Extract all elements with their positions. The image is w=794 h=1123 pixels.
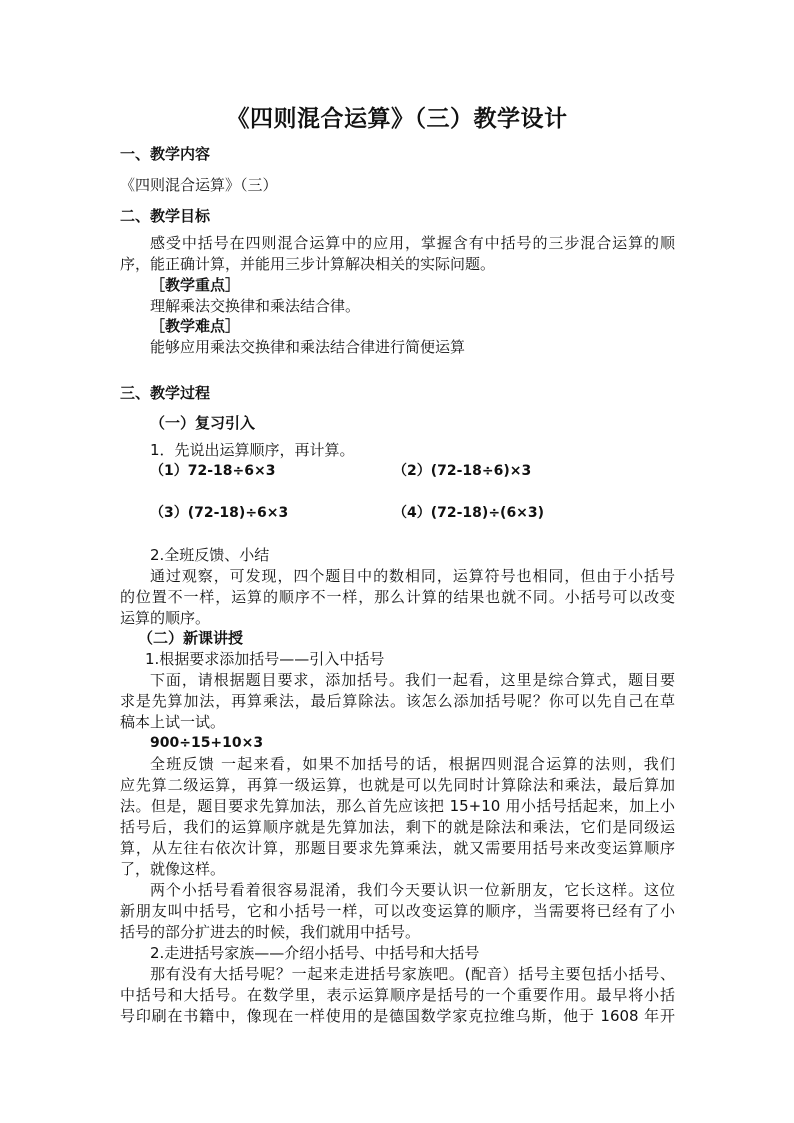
part-heading-review: （一）复习引入 — [150, 414, 256, 432]
paragraph-line: 算，从左往右依次计算，那题目要求先算乘法，就又需要用括号来改变运算顺序 — [120, 839, 675, 857]
exercise-4: （4）(72-18)÷(6×3) — [393, 505, 545, 521]
key-point-text: 理解乘法交换律和乘法结合律。 — [150, 297, 361, 315]
goal-line-2: 序，能正确计算，并能用三步计算解决相关的实际问题。 — [120, 255, 496, 273]
paragraph-line: 中括号和大括号。在数学里，表示运算顺序是括号的一个重要作用。最早将小括 — [120, 986, 675, 1004]
paragraph-line: 括号的部分扩进去的时候，我们就用中括号。 — [120, 923, 421, 941]
paragraph-line: 应先算二级运算，再算一级运算，也就是可以先同时计算除法和乘法，最后算加 — [120, 776, 675, 794]
exercise-2: （2）(72-18÷6)×3 — [393, 463, 532, 479]
review-item-1: 1．先说出运算顺序，再计算。 — [150, 441, 355, 459]
paragraph-line: 括号后，我们的运算顺序就是先算加法，剩下的就是除法和乘法，它们是同级运 — [120, 818, 675, 836]
goal-line-1: 感受中括号在四则混合运算中的应用，掌握含有中括号的三步混合运算的顺 — [150, 234, 675, 252]
exercise-1: （1）72-18÷6×3 — [150, 463, 276, 479]
subheading-2: 2.走进括号家族——介绍小括号、中括号和大括号 — [150, 944, 480, 962]
key-point-label: ［教学重点］ — [150, 276, 241, 294]
expression: 900÷15+10×3 — [150, 735, 264, 751]
section-heading-process: 三、教学过程 — [120, 384, 211, 402]
paragraph-line: 下面，请根据题目要求，添加括号。我们一起看，这里是综合算式，题目要 — [150, 671, 675, 689]
section-content-text: 《四则混合运算》（三） — [120, 176, 278, 194]
paragraph-line: 了，就像这样。 — [120, 860, 226, 878]
difficulty-text: 能够应用乘法交换律和乘法结合律进行简便运算 — [150, 338, 466, 356]
paragraph-line: 新朋友叫中括号，它和小括号一样，可以改变运算的顺序，当需要将已经有了小 — [120, 902, 675, 920]
paragraph-line: 两个小括号看着很容易混淆，我们今天要认识一位新朋友，它长这样。这位 — [150, 881, 675, 899]
summary-line: 运算的顺序。 — [120, 609, 211, 627]
paragraph-line: 法。但是，题目要求先算加法，那么首先应该把 15+10 用小括号括起来，加上小 — [120, 797, 675, 815]
exercise-3: （3）(72-18)÷6×3 — [150, 505, 289, 521]
review-item-2: 2.全班反馈、小结 — [150, 546, 270, 564]
document-title: 《四则混合运算》（三）教学设计 — [226, 106, 568, 132]
paragraph-line: 那有没有大括号呢？一起来走进括号家族吧。(配音）括号主要包括小括号、 — [150, 965, 675, 983]
part-heading-new-lesson: （二）新课讲授 — [138, 629, 244, 647]
summary-line: 的位置不一样，运算的顺序不一样，那么计算的结果也就不同。小括号可以改变 — [120, 588, 675, 606]
paragraph-line: 求是先算加法，再算乘法，最后算除法。该怎么添加括号呢？你可以先自己在草 — [120, 692, 675, 710]
section-heading-content: 一、教学内容 — [120, 145, 211, 163]
subheading-1: 1.根据要求添加括号——引入中括号 — [145, 650, 385, 668]
difficulty-label: ［教学难点］ — [150, 317, 241, 335]
summary-line: 通过观察，可发现，四个题目中的数相同，运算符号也相同，但由于小括号 — [150, 567, 675, 585]
paragraph-line: 全班反馈 一起来看，如果不加括号的话，根据四则混合运算的法则，我们 — [150, 755, 675, 773]
paragraph-line: 稿本上试一试。 — [120, 713, 226, 731]
paragraph-line: 号印刷在书籍中，像现在一样使用的是德国数学家克拉维乌斯，他于 1608 年开 — [120, 1007, 675, 1025]
section-heading-goals: 二、教学目标 — [120, 207, 211, 225]
